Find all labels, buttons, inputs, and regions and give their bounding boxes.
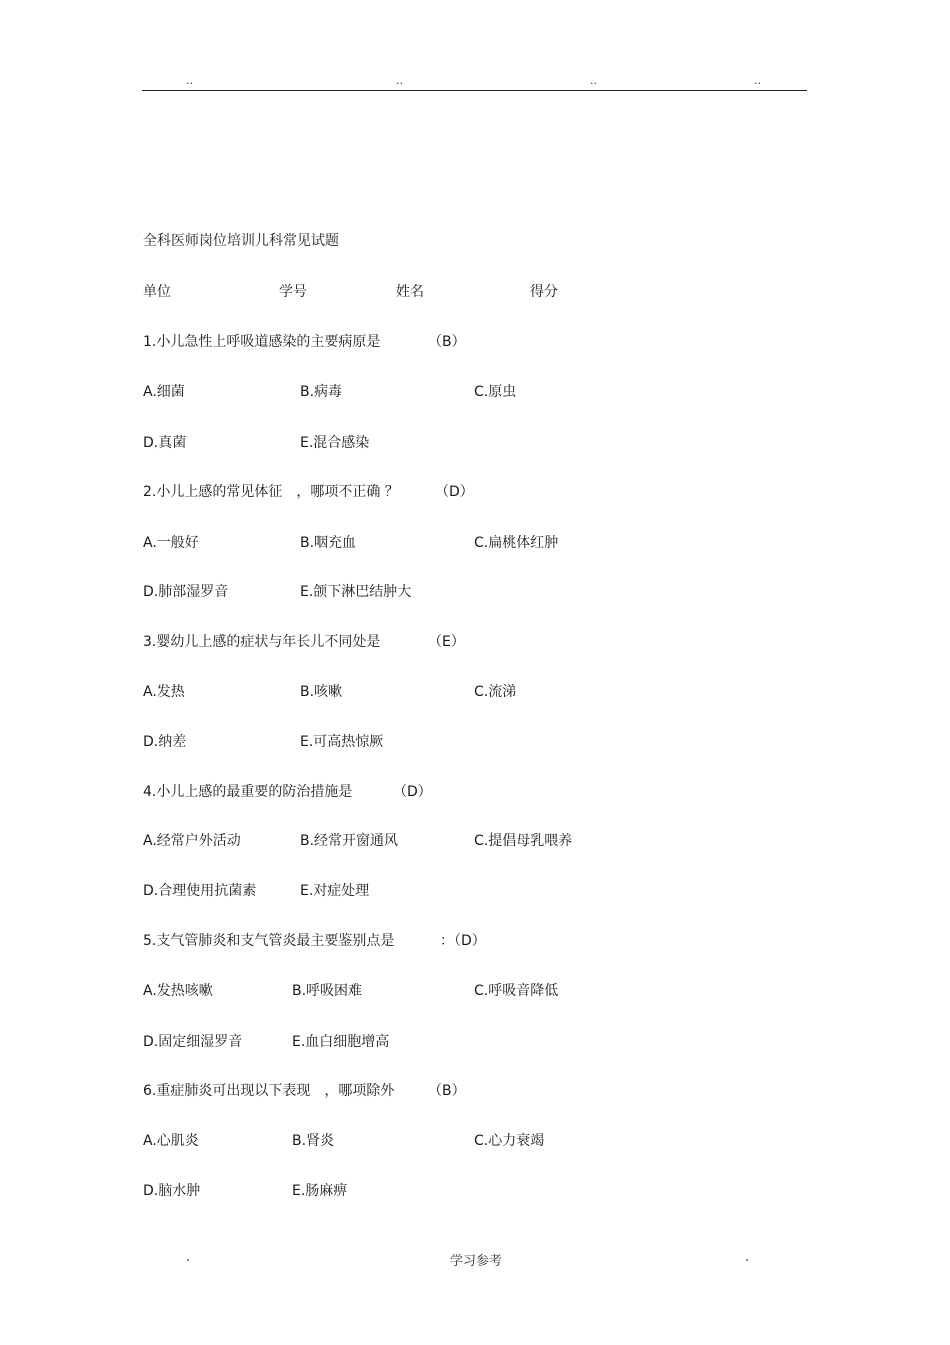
- question-4-option-c: C.提倡母乳喂养: [474, 833, 573, 849]
- question-6-option-b: B.肾炎: [292, 1133, 335, 1149]
- question-5-option-c: C.呼吸音降低: [474, 983, 559, 999]
- question-5-option-b: B.呼吸困难: [292, 983, 363, 999]
- question-6-option-c: C.心力衰竭: [474, 1133, 545, 1149]
- question-3-option-a: A.发热: [143, 684, 185, 700]
- question-6-option-e: E.肠麻痹: [292, 1183, 348, 1199]
- question-1-option-a: A.细菌: [143, 384, 185, 400]
- question-2-option-c: C.扁桃体红肿: [474, 535, 559, 551]
- header-dots-3: ..: [590, 74, 597, 87]
- question-3-stem: 3.婴幼儿上感的症状与年长儿不同处是: [143, 634, 381, 650]
- question-6-answer: （B）: [428, 1083, 466, 1099]
- header-dots-1: ..: [186, 74, 193, 87]
- question-2-option-a: A.一般好: [143, 535, 199, 551]
- question-6-stem: 6.重症肺炎可出现以下表现 ，哪项除外: [143, 1083, 395, 1099]
- header-dots-4: ..: [754, 74, 761, 87]
- question-1-option-d: D.真菌: [143, 435, 187, 451]
- question-3-option-c: C.流涕: [474, 684, 517, 700]
- footer-center-label: 学习参考: [450, 1254, 503, 1269]
- question-2-option-b: B.咽充血: [300, 535, 357, 551]
- question-6-option-d: D.脑水肿: [143, 1183, 201, 1199]
- question-1-stem: 1.小儿急性上呼吸道感染的主要病原是: [143, 334, 381, 350]
- question-2-option-e: E.颌下淋巴结肿大: [300, 584, 412, 600]
- info-name-label: 姓名: [396, 284, 424, 300]
- question-6-option-a: A.心肌炎: [143, 1133, 199, 1149]
- info-unit-label: 单位: [143, 284, 171, 300]
- info-student-id-label: 学号: [279, 284, 307, 300]
- question-5-option-a: A.发热咳嗽: [143, 983, 213, 999]
- question-1-option-b: B.病毒: [300, 384, 343, 400]
- header-dots-2: ..: [396, 74, 403, 87]
- question-4-option-a: A.经常户外活动: [143, 833, 241, 849]
- question-1-option-c: C.原虫: [474, 384, 517, 400]
- question-4-option-b: B.经常开窗通风: [300, 833, 399, 849]
- page-title: 全科医师岗位培训儿科常见试题: [143, 233, 339, 249]
- question-4-option-e: E.对症处理: [300, 883, 370, 899]
- question-3-answer: （E）: [428, 634, 465, 650]
- info-score-label: 得分: [530, 284, 558, 300]
- question-4-answer: （D）: [393, 784, 432, 800]
- question-5-option-d: D.固定细湿罗音: [143, 1034, 243, 1050]
- question-3-option-b: B.咳嗽: [300, 684, 343, 700]
- question-3-option-e: E.可高热惊厥: [300, 734, 384, 750]
- question-2-option-d: D.肺部湿罗音: [143, 584, 229, 600]
- question-5-stem: 5.支气管肺炎和支气管炎最主要鉴别点是: [143, 933, 395, 949]
- footer-right-dot: .: [745, 1250, 750, 1265]
- question-4-option-d: D.合理使用抗菌素: [143, 883, 257, 899]
- question-3-option-d: D.纳差: [143, 734, 187, 750]
- header-rule: [142, 90, 807, 91]
- question-5-answer: ：（D）: [440, 933, 486, 949]
- question-5-option-e: E.血白细胞增高: [292, 1034, 390, 1050]
- question-2-answer: （D）: [435, 484, 474, 500]
- question-2-stem: 2.小儿上感的常见体征 ，哪项不正确 ？: [143, 484, 399, 500]
- question-1-answer: （B）: [428, 334, 466, 350]
- question-4-stem: 4.小儿上感的最重要的防治措施是: [143, 784, 353, 800]
- question-1-option-e: E.混合感染: [300, 435, 370, 451]
- footer-left-dot: .: [186, 1250, 191, 1265]
